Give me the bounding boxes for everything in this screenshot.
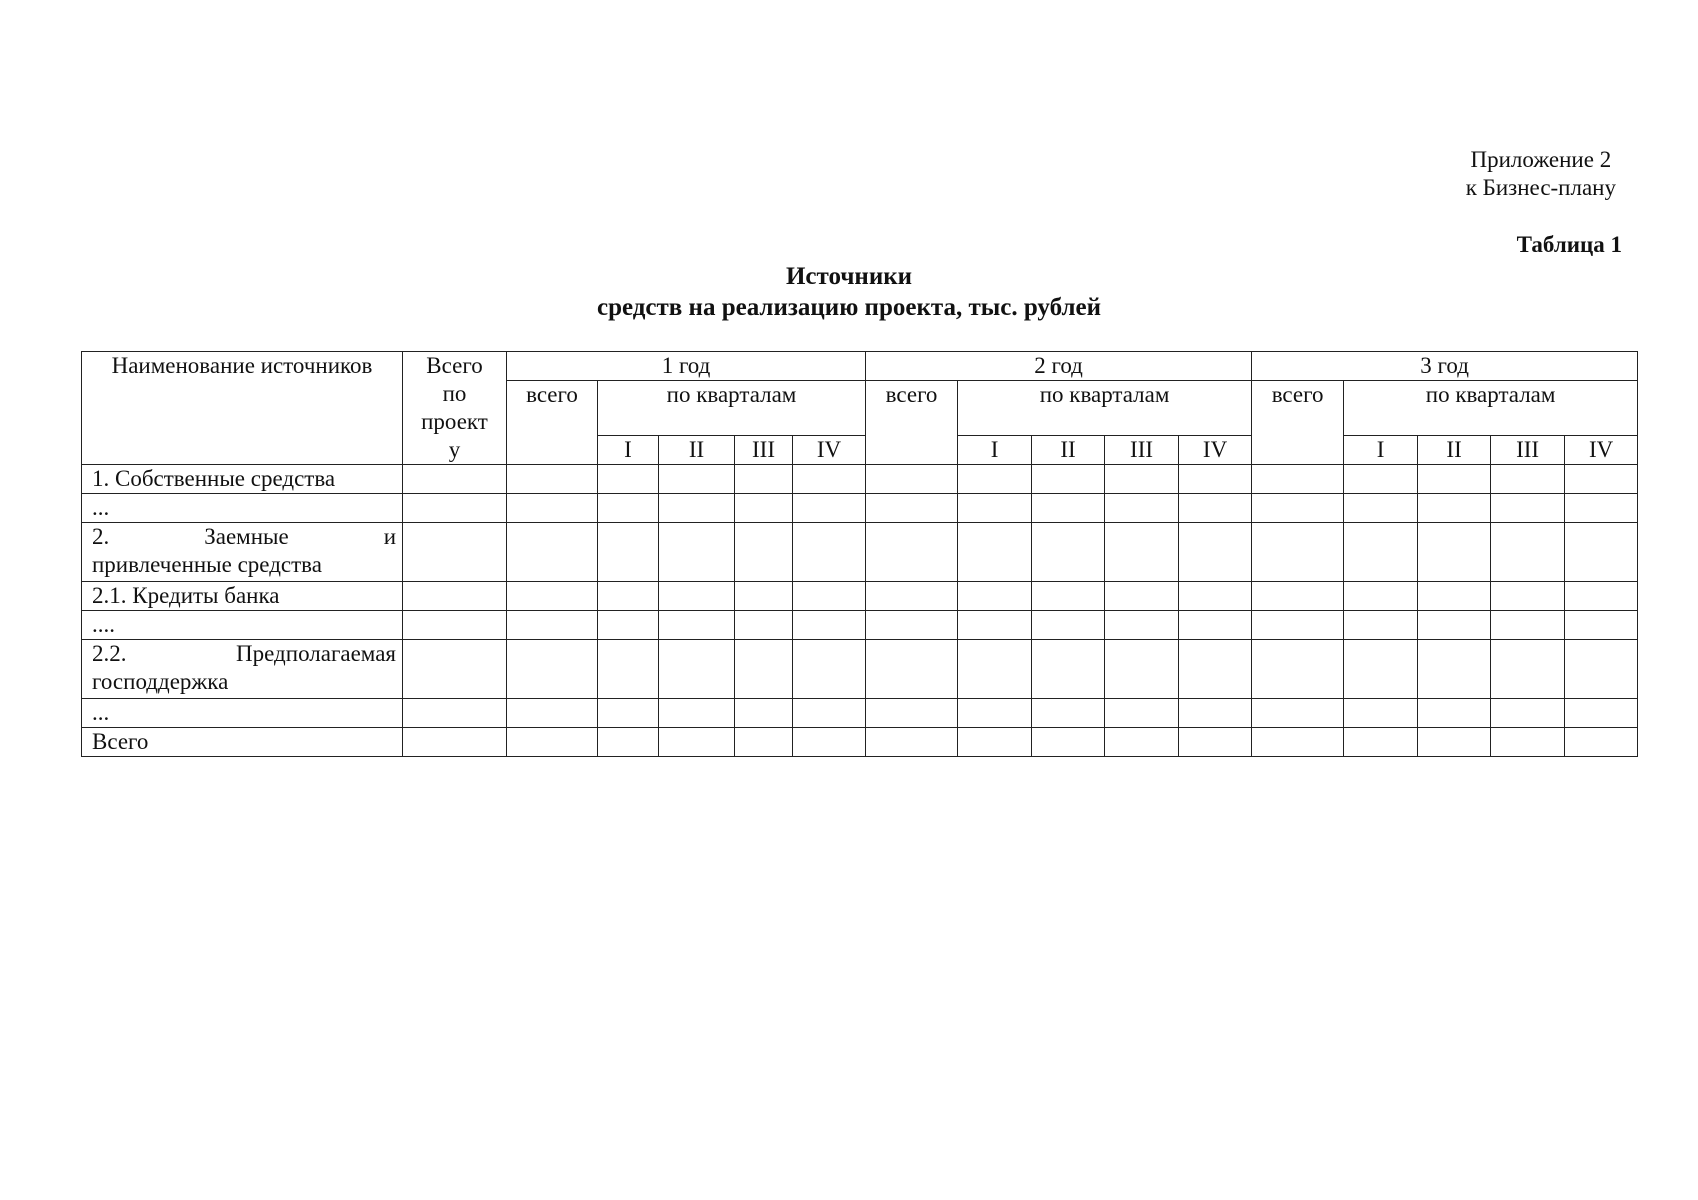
table-cell bbox=[793, 582, 866, 611]
table-cell bbox=[1344, 699, 1418, 728]
header-total-project bbox=[403, 352, 507, 465]
table-cell bbox=[958, 699, 1032, 728]
table-row bbox=[82, 523, 1638, 582]
header-year-3-quarters: по кварталам bbox=[1344, 381, 1638, 436]
table-row bbox=[82, 494, 1638, 523]
label-part: Предполагаемая bbox=[236, 641, 396, 666]
label-part: 2.2. bbox=[92, 641, 127, 666]
table-cell bbox=[1179, 640, 1252, 699]
table-cell bbox=[403, 582, 507, 611]
header-year-1: 1 год bbox=[507, 352, 866, 381]
table-cell bbox=[403, 728, 507, 757]
table-row bbox=[82, 465, 1638, 494]
table-cell bbox=[866, 494, 958, 523]
table-cell bbox=[1418, 582, 1491, 611]
table-cell bbox=[958, 611, 1032, 640]
table-cell bbox=[403, 523, 507, 582]
header-year-2-quarters: по кварталам bbox=[958, 381, 1252, 436]
table-cell bbox=[507, 523, 598, 582]
table-cell bbox=[507, 465, 598, 494]
table-cell bbox=[1032, 699, 1105, 728]
header-total-line-3: проект bbox=[421, 409, 488, 434]
appendix-line-1: Приложение 2 bbox=[1470, 147, 1612, 172]
table-cell bbox=[1179, 523, 1252, 582]
table-cell bbox=[1105, 611, 1179, 640]
header-y2-q3: III bbox=[1105, 436, 1179, 465]
table-cell bbox=[1565, 465, 1638, 494]
table-cell bbox=[1344, 465, 1418, 494]
header-total-line-1: Всего bbox=[426, 353, 483, 378]
row-label-line-2: господдержка bbox=[92, 669, 229, 694]
table-cell bbox=[403, 699, 507, 728]
table-cell bbox=[866, 728, 958, 757]
table-cell bbox=[1252, 494, 1344, 523]
row-label-own-funds: 1. Собственные средства bbox=[82, 465, 403, 494]
table-cell bbox=[403, 640, 507, 699]
table-cell bbox=[598, 611, 659, 640]
appendix-note bbox=[1466, 146, 1616, 202]
table-cell bbox=[1344, 611, 1418, 640]
row-label-total: Всего bbox=[82, 728, 403, 757]
table-cell bbox=[403, 494, 507, 523]
table-cell bbox=[1565, 699, 1638, 728]
row-label-line-1 bbox=[92, 523, 396, 551]
table-cell bbox=[659, 523, 735, 582]
table-cell bbox=[598, 494, 659, 523]
table-cell bbox=[1491, 640, 1565, 699]
table-cell bbox=[866, 465, 958, 494]
table-cell bbox=[1032, 728, 1105, 757]
table-cell bbox=[1179, 699, 1252, 728]
table-cell bbox=[958, 494, 1032, 523]
table-label: Таблица 1 bbox=[1516, 232, 1622, 257]
table-cell bbox=[793, 523, 866, 582]
table-cell bbox=[1344, 640, 1418, 699]
table-cell bbox=[1105, 494, 1179, 523]
table-cell bbox=[598, 728, 659, 757]
table-cell bbox=[598, 640, 659, 699]
table-cell bbox=[1179, 494, 1252, 523]
header-y1-q2: II bbox=[659, 436, 735, 465]
table-cell bbox=[1565, 523, 1638, 582]
table-cell bbox=[1491, 523, 1565, 582]
table-cell bbox=[735, 611, 793, 640]
table-cell bbox=[1418, 523, 1491, 582]
table-cell bbox=[598, 582, 659, 611]
table-cell bbox=[1105, 523, 1179, 582]
table-cell bbox=[507, 640, 598, 699]
table-cell bbox=[659, 582, 735, 611]
table-cell bbox=[1252, 582, 1344, 611]
table-cell bbox=[1179, 728, 1252, 757]
table-cell bbox=[1252, 728, 1344, 757]
table-cell bbox=[793, 465, 866, 494]
table-cell bbox=[1105, 640, 1179, 699]
row-label-ellipsis-3: ... bbox=[82, 699, 403, 728]
table-cell bbox=[1565, 640, 1638, 699]
header-year-1-total: всего bbox=[507, 381, 598, 465]
table-cell bbox=[866, 640, 958, 699]
table-cell bbox=[958, 640, 1032, 699]
header-total-line-4: у bbox=[448, 437, 461, 462]
sources-table bbox=[81, 351, 1638, 757]
table-cell bbox=[793, 728, 866, 757]
table-cell bbox=[1252, 523, 1344, 582]
table-cell bbox=[659, 699, 735, 728]
header-y2-q1: I bbox=[958, 436, 1032, 465]
table-cell bbox=[1179, 611, 1252, 640]
table-cell bbox=[598, 699, 659, 728]
table-cell bbox=[1491, 494, 1565, 523]
table-cell bbox=[1491, 465, 1565, 494]
header-year-3-total: всего bbox=[1252, 381, 1344, 465]
row-label-state-support bbox=[82, 640, 403, 699]
table-cell bbox=[793, 699, 866, 728]
header-year-2: 2 год bbox=[866, 352, 1252, 381]
table-cell bbox=[1179, 582, 1252, 611]
table-cell bbox=[958, 582, 1032, 611]
table-cell bbox=[1565, 582, 1638, 611]
header-y3-q2: II bbox=[1418, 436, 1491, 465]
table-cell bbox=[1565, 728, 1638, 757]
table-cell bbox=[1032, 582, 1105, 611]
table-cell bbox=[735, 582, 793, 611]
table-cell bbox=[1418, 611, 1491, 640]
header-name-sources bbox=[82, 352, 403, 465]
table-cell bbox=[1032, 465, 1105, 494]
row-label-ellipsis-1: ... bbox=[82, 494, 403, 523]
table-row bbox=[82, 640, 1638, 699]
table-cell bbox=[735, 523, 793, 582]
header-y3-q1: I bbox=[1344, 436, 1418, 465]
table-cell bbox=[1491, 728, 1565, 757]
document-title bbox=[0, 261, 1698, 323]
table-cell bbox=[1105, 699, 1179, 728]
header-name-label: Наименование источников bbox=[111, 353, 373, 378]
table-cell bbox=[659, 728, 735, 757]
label-part: и bbox=[383, 524, 396, 549]
table-row bbox=[82, 728, 1638, 757]
table-cell bbox=[1252, 465, 1344, 494]
row-label-bank-loans: 2.1. Кредиты банка bbox=[82, 582, 403, 611]
table-cell bbox=[1344, 523, 1418, 582]
header-total-line-2: по bbox=[442, 381, 467, 406]
table-cell bbox=[793, 494, 866, 523]
table-cell bbox=[1344, 494, 1418, 523]
table-cell bbox=[866, 523, 958, 582]
table-cell bbox=[793, 640, 866, 699]
table-cell bbox=[403, 611, 507, 640]
table-cell bbox=[507, 611, 598, 640]
header-y1-q1: I bbox=[598, 436, 659, 465]
header-year-3: 3 год bbox=[1252, 352, 1638, 381]
table-cell bbox=[1344, 582, 1418, 611]
row-label-borrowed-funds bbox=[82, 523, 403, 582]
table-cell bbox=[659, 611, 735, 640]
table-cell bbox=[403, 465, 507, 494]
table-cell bbox=[598, 465, 659, 494]
table-cell bbox=[598, 523, 659, 582]
table-cell bbox=[735, 699, 793, 728]
title-line-2: средств на реализацию проекта, тыс. рублей bbox=[597, 294, 1101, 321]
table-cell bbox=[659, 494, 735, 523]
header-year-2-total: всего bbox=[866, 381, 958, 465]
table-cell bbox=[1032, 640, 1105, 699]
table-cell bbox=[1418, 728, 1491, 757]
table-cell bbox=[735, 465, 793, 494]
header-y2-q4: IV bbox=[1179, 436, 1252, 465]
label-part: 2. bbox=[92, 524, 110, 549]
header-row-years bbox=[82, 352, 1638, 381]
table-cell bbox=[958, 728, 1032, 757]
header-y1-q4: IV bbox=[793, 436, 866, 465]
table-cell bbox=[793, 611, 866, 640]
table-cell bbox=[1105, 465, 1179, 494]
table-cell bbox=[735, 728, 793, 757]
table-cell bbox=[735, 640, 793, 699]
table-cell bbox=[1105, 728, 1179, 757]
table-cell bbox=[1565, 611, 1638, 640]
title-line-1: Источники bbox=[785, 263, 913, 290]
table-cell bbox=[958, 523, 1032, 582]
table-cell bbox=[1344, 728, 1418, 757]
table-cell bbox=[1491, 611, 1565, 640]
header-y3-q3: III bbox=[1491, 436, 1565, 465]
table-cell bbox=[1491, 699, 1565, 728]
table-cell bbox=[659, 465, 735, 494]
table-cell bbox=[1032, 523, 1105, 582]
header-y1-q3: III bbox=[735, 436, 793, 465]
table-row bbox=[82, 699, 1638, 728]
label-part: Заемные bbox=[204, 524, 289, 549]
table-cell bbox=[1418, 494, 1491, 523]
table-cell bbox=[866, 699, 958, 728]
table-row bbox=[82, 582, 1638, 611]
table-cell bbox=[659, 640, 735, 699]
table-cell bbox=[1032, 611, 1105, 640]
table-cell bbox=[1418, 465, 1491, 494]
table-cell bbox=[866, 582, 958, 611]
table-cell bbox=[1179, 465, 1252, 494]
table-row bbox=[82, 611, 1638, 640]
table-cell bbox=[866, 611, 958, 640]
row-label-ellipsis-2: .... bbox=[82, 611, 403, 640]
table-cell bbox=[507, 582, 598, 611]
header-year-1-quarters: по кварталам bbox=[598, 381, 866, 436]
header-y2-q2: II bbox=[1032, 436, 1105, 465]
table-cell bbox=[1252, 611, 1344, 640]
table-cell bbox=[1105, 582, 1179, 611]
row-label-line-1 bbox=[92, 640, 396, 668]
table-cell bbox=[1418, 699, 1491, 728]
table-cell bbox=[1032, 494, 1105, 523]
table-cell bbox=[1418, 640, 1491, 699]
table-cell bbox=[1252, 640, 1344, 699]
header-y3-q4: IV bbox=[1565, 436, 1638, 465]
table-cell bbox=[735, 494, 793, 523]
appendix-line-2: к Бизнес-плану bbox=[1465, 175, 1616, 200]
table-cell bbox=[958, 465, 1032, 494]
table-cell bbox=[1565, 494, 1638, 523]
table-cell bbox=[507, 494, 598, 523]
table-cell bbox=[507, 699, 598, 728]
table-cell bbox=[1491, 582, 1565, 611]
table-cell bbox=[1252, 699, 1344, 728]
row-label-line-2: привлеченные средства bbox=[92, 552, 322, 577]
table-cell bbox=[507, 728, 598, 757]
